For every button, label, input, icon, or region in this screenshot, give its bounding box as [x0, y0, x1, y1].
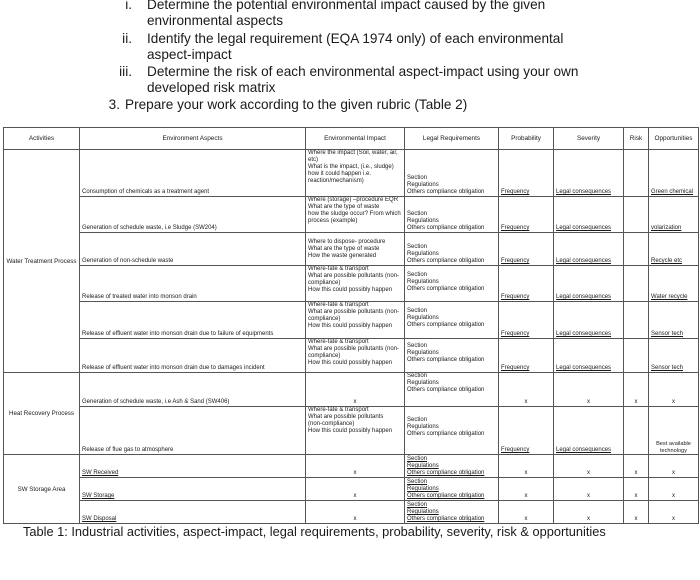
table-body: [4, 150, 699, 524]
table-row: [4, 150, 699, 197]
table-row: [4, 455, 699, 478]
risk-cell: x: [624, 455, 649, 478]
impact-cell: Where-fate & transport What are possible pollutants (non- compliance) How this could possibly happen: [306, 339, 405, 373]
risk-cell: [624, 266, 649, 302]
header-environment-aspects: Environment Aspects: [80, 128, 306, 150]
probability-cell: Frequency: [499, 339, 554, 373]
impact-cell: x: [306, 478, 405, 501]
opportunities-cell: volarization: [649, 197, 699, 233]
item-ii-line-1: Identify the legal requirement (EQA 1974 only) of each environmental: [147, 31, 564, 46]
item-iii-line-1: Determine the risk of each environmental aspect-impact using your own: [147, 64, 579, 79]
severity-cell: Legal consequences: [554, 302, 624, 339]
aspect-cell: Release of flue gas to atmosphere: [80, 407, 306, 455]
header-legal-requirements: Legal Requirements: [405, 128, 499, 150]
header-row: [4, 128, 699, 150]
item-3-number: 3.: [108, 97, 120, 112]
aspect-cell: Generation of non-schedule waste: [80, 233, 306, 266]
activity-sw-storage: SW Storage Area: [4, 455, 80, 524]
impact-cell: x: [306, 501, 405, 524]
risk-cell: [624, 339, 649, 373]
opportunities-cell: x: [649, 501, 699, 524]
aspect-cell: SW Disposal: [80, 501, 306, 524]
probability-cell: Frequency: [499, 407, 554, 455]
header-activities: Activities: [4, 128, 80, 150]
opportunities-cell: Water recycle: [649, 266, 699, 302]
header-environmental-impact: Environmental Impact: [306, 128, 405, 150]
aspect-cell: Release of treated water into monson drain: [80, 266, 306, 302]
opportunities-cell: x: [649, 478, 699, 501]
aspect-cell: Consumption of chemicals as a treatment agent: [80, 150, 306, 197]
legal-cell: Section Regulations Others compliance obligation: [405, 373, 499, 407]
header-severity: Severity: [554, 128, 624, 150]
severity-cell: Legal consequences: [554, 150, 624, 197]
table-row: [4, 407, 699, 455]
aspect-cell: SW Received: [80, 455, 306, 478]
item-iii-line-2: developed risk matrix: [147, 80, 276, 95]
table-row: [4, 339, 699, 373]
legal-cell: Section Regulations Others compliance obligation: [405, 302, 499, 339]
activity-water-treatment: Water Treatment Process: [4, 150, 80, 373]
probability-cell: Frequency: [499, 233, 554, 266]
item-i-line-2: environmental aspects: [147, 13, 284, 28]
severity-cell: x: [554, 501, 624, 524]
opportunities-cell: x: [649, 455, 699, 478]
risk-cell: x: [624, 478, 649, 501]
legal-cell: Section Regulations Others compliance obligation: [405, 501, 499, 524]
legal-cell: Section Regulations Others compliance obligation: [405, 233, 499, 266]
table-row: [4, 197, 699, 233]
aspect-cell: Release of effluent water into monson drain due to failure of equipments: [80, 302, 306, 339]
aspect-cell: Release of effluent water into monson drain due to damages incident: [80, 339, 306, 373]
risk-cell: [624, 407, 649, 455]
legal-cell: Section Regulations Others compliance obligation: [405, 339, 499, 373]
severity-cell: Legal consequences: [554, 266, 624, 302]
probability-cell: x: [499, 478, 554, 501]
risk-cell: x: [624, 373, 649, 407]
opportunities-cell: Best available technology: [649, 407, 699, 455]
severity-cell: x: [554, 455, 624, 478]
legal-cell: Section Regulations Others compliance obligation: [405, 478, 499, 501]
risk-cell: [624, 197, 649, 233]
item-iii-number: iii.: [119, 64, 132, 79]
legal-cell: Section Regulations Others compliance obligation: [405, 407, 499, 455]
table-row: [4, 373, 699, 407]
aspect-cell: Generation of schedule waste, i.e Ash & Sand (SW406): [80, 373, 306, 407]
impact-cell: Where-fate & transport What are possible pollutants (non-compliance) How this could possibly happen: [306, 407, 405, 455]
severity-cell: Legal consequences: [554, 339, 624, 373]
table-row: [4, 501, 699, 524]
impact-cell: Where to dispose- procedure What are the type of waste How the waste generated: [306, 233, 405, 266]
header-risk: Risk: [624, 128, 649, 150]
opportunities-cell: Sensor tech: [649, 339, 699, 373]
impact-cell: Where the impact (Soil, water, air, etc) What is the impact, (i.e., sludge) how it could happen i.e. reaction/mechanism): [306, 150, 405, 197]
opportunities-cell: Sensor tech: [649, 302, 699, 339]
severity-cell: Legal consequences: [554, 407, 624, 455]
probability-cell: Frequency: [499, 302, 554, 339]
header-opportunities: Opportunities: [649, 128, 699, 150]
probability-cell: Frequency: [499, 197, 554, 233]
opportunities-cell: Recycle etc: [649, 233, 699, 266]
risk-cell: [624, 233, 649, 266]
item-ii-number: ii.: [122, 31, 132, 46]
severity-cell: Legal consequences: [554, 233, 624, 266]
opportunities-cell: x: [649, 373, 699, 407]
probability-cell: x: [499, 455, 554, 478]
impact-cell: Where (storage) –procedure EQR What are the type of waste how the sludge occur? From which process (example): [306, 197, 405, 233]
risk-cell: [624, 302, 649, 339]
impact-cell: x: [306, 373, 405, 407]
severity-cell: Legal consequences: [554, 197, 624, 233]
table-row: [4, 266, 699, 302]
table-row: [4, 302, 699, 339]
table-row: [4, 478, 699, 501]
probability-cell: x: [499, 501, 554, 524]
probability-cell: Frequency: [499, 266, 554, 302]
aspect-impact-table: [3, 127, 699, 524]
probability-cell: x: [499, 373, 554, 407]
item-3-line-1: Prepare your work according to the given rubric (Table 2): [125, 97, 468, 112]
aspect-cell: SW Storage: [80, 478, 306, 501]
opportunities-cell: Green chemical: [649, 150, 699, 197]
item-ii-line-2: aspect-impact: [147, 47, 232, 62]
risk-cell: x: [624, 501, 649, 524]
legal-cell: Section Regulations Others compliance obligation: [405, 197, 499, 233]
item-i-number: i.: [125, 0, 132, 12]
impact-cell: Where-fate & transport What are possible pollutants (non- compliance) How this could possibly happen: [306, 302, 405, 339]
legal-cell: Section Regulations Others compliance obligation: [405, 150, 499, 197]
severity-cell: x: [554, 373, 624, 407]
probability-cell: Frequency: [499, 150, 554, 197]
impact-cell: Where-fate & transport What are possible pollutants (non- compliance) How this could possibly happen: [306, 266, 405, 302]
impact-cell: x: [306, 455, 405, 478]
legal-cell: Section Regulations Others compliance obligation: [405, 266, 499, 302]
activity-heat-recovery: Heat Recovery Process: [4, 373, 80, 455]
aspect-cell: Generation of schedule waste, i.e Sludge (SW204): [80, 197, 306, 233]
table-caption: Table 1: Industrial activities, aspect-impact, legal requirements, probability, severity, risk & opportunities: [23, 524, 606, 539]
legal-cell: Section Regulations Others compliance obligation: [405, 455, 499, 478]
item-i-line-1: Determine the potential environmental impact caused by the given: [147, 0, 546, 12]
severity-cell: x: [554, 478, 624, 501]
header-probability: Probability: [499, 128, 554, 150]
table-row: [4, 233, 699, 266]
risk-cell: [624, 150, 649, 197]
